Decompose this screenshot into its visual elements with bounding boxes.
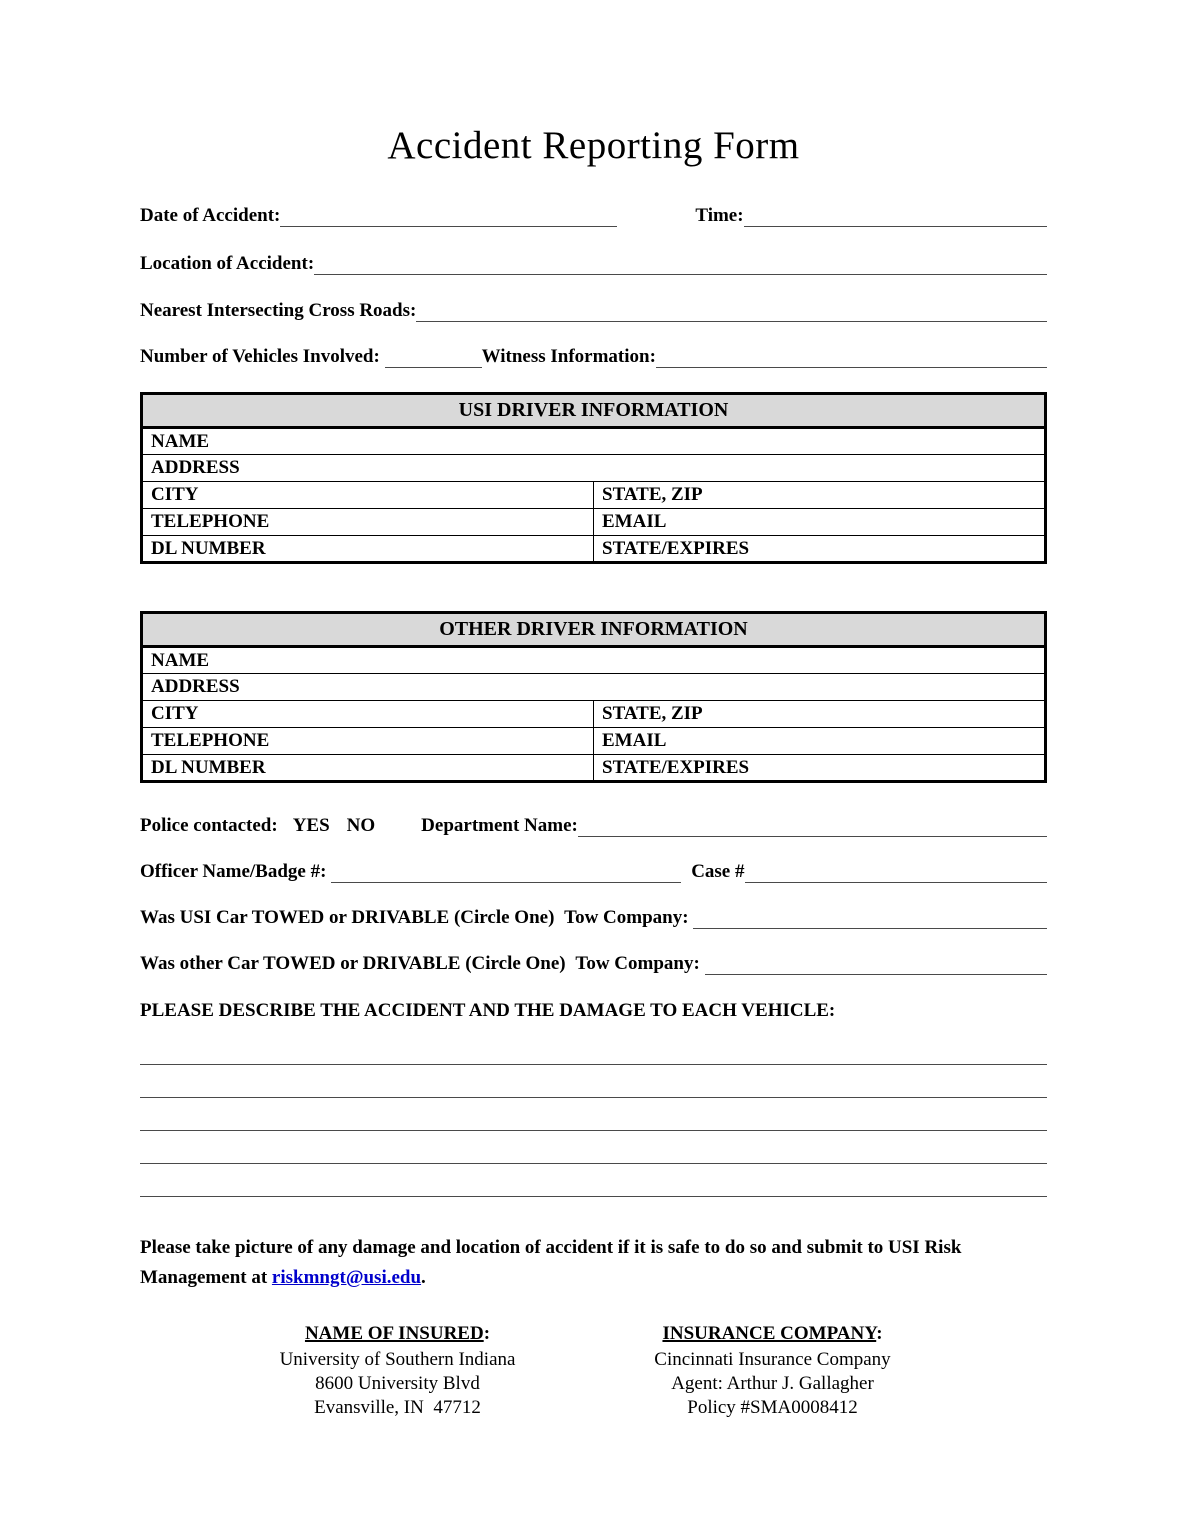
date-of-accident-label: Date of Accident: — [140, 205, 281, 226]
page-title: Accident Reporting Form — [387, 124, 800, 167]
usi-tow-sentence — [140, 907, 693, 929]
insurance-company-heading-colon: : — [876, 1323, 883, 1344]
usi-name-cell[interactable]: NAME — [142, 428, 1046, 455]
insured-insurance-columns — [270, 1323, 1047, 1420]
usi-tow-company-field-line[interactable] — [693, 928, 1047, 929]
insurance-line-1: Cincinnati Insurance Company — [654, 1349, 891, 1370]
usi-email-cell[interactable]: EMAIL — [594, 509, 1046, 536]
police-no-option[interactable]: NO — [346, 815, 376, 836]
table-row — [142, 647, 1046, 674]
table-row — [142, 755, 1046, 782]
other-dl-number-cell[interactable]: DL NUMBER — [142, 755, 594, 782]
insured-line-1: University of Southern Indiana — [279, 1349, 516, 1370]
cross-roads-label: Nearest Intersecting Cross Roads: — [140, 300, 417, 321]
police-yes-option[interactable]: YES — [292, 815, 330, 836]
description-line-2[interactable] — [140, 1065, 1047, 1098]
date-time-row — [140, 205, 1047, 227]
name-of-insured-heading-text: NAME OF INSURED — [304, 1323, 484, 1344]
table-row — [142, 455, 1046, 482]
officer-name-badge-field-line[interactable] — [331, 882, 681, 883]
usi-tow-company-label: Tow Company: — [564, 907, 694, 928]
cross-roads-row — [140, 300, 1047, 322]
witness-information-field-line[interactable] — [656, 367, 1047, 368]
table-row — [142, 509, 1046, 536]
usi-state-zip-cell[interactable]: STATE, ZIP — [594, 482, 1046, 509]
name-of-insured-column — [270, 1323, 525, 1420]
other-tow-row — [140, 953, 1047, 975]
location-field-line[interactable] — [314, 274, 1047, 275]
table-row — [142, 428, 1046, 455]
insurance-company-heading — [645, 1323, 900, 1345]
officer-case-row — [140, 861, 1047, 883]
note-text-before-link: Please take picture of any damage and location of accident if it is safe to do so and submit to USI Risk Management at — [140, 1237, 962, 1288]
table-row — [142, 482, 1046, 509]
usi-tow-row — [140, 907, 1047, 929]
table-row — [142, 728, 1046, 755]
police-contacted-sentence — [140, 815, 578, 837]
officer-name-badge-label: Officer Name/Badge #: — [140, 861, 332, 882]
location-row — [140, 253, 1047, 275]
other-state-zip-cell[interactable]: STATE, ZIP — [594, 701, 1046, 728]
other-driver-table-header: OTHER DRIVER INFORMATION — [142, 613, 1046, 647]
table-row — [142, 701, 1046, 728]
other-state-expires-cell[interactable]: STATE/EXPIRES — [594, 755, 1046, 782]
usi-state-expires-cell[interactable]: STATE/EXPIRES — [594, 536, 1046, 563]
vehicles-involved-label: Number of Vehicles Involved: — [140, 346, 385, 367]
other-name-cell[interactable]: NAME — [142, 647, 1046, 674]
time-field-line[interactable] — [744, 226, 1047, 227]
usi-city-cell[interactable]: CITY — [142, 482, 594, 509]
other-tow-prefix: Was other Car — [140, 953, 259, 974]
case-number-field-line[interactable] — [745, 882, 1048, 883]
other-telephone-cell[interactable]: TELEPHONE — [142, 728, 594, 755]
other-towed-option[interactable]: TOWED — [263, 953, 336, 974]
police-contacted-label: Police contacted: — [140, 815, 278, 836]
table-row — [142, 674, 1046, 701]
usi-or-word: or — [329, 907, 347, 928]
department-name-field-line[interactable] — [578, 836, 1047, 837]
usi-tow-prefix: Was USI Car — [140, 907, 248, 928]
other-tow-company-label: Tow Company: — [575, 953, 705, 974]
usi-circle-one-note: (Circle One) — [453, 907, 555, 928]
vehicles-involved-field-line[interactable] — [385, 367, 482, 368]
witness-information-label: Witness Information: — [481, 346, 656, 367]
vehicles-witness-row — [140, 346, 1047, 368]
time-label: Time: — [695, 205, 744, 226]
description-line-3[interactable] — [140, 1098, 1047, 1131]
other-tow-sentence — [140, 953, 705, 975]
describe-accident-heading: PLEASE DESCRIBE THE ACCIDENT AND THE DAMAGE TO EACH VEHICLE: — [140, 1000, 836, 1021]
other-drivable-option[interactable]: DRIVABLE — [362, 953, 461, 974]
insurance-line-2: Agent: Arthur J. Gallagher — [671, 1373, 874, 1394]
description-line-4[interactable] — [140, 1131, 1047, 1164]
location-of-accident-label: Location of Accident: — [140, 253, 315, 274]
insured-line-2: 8600 University Blvd — [315, 1373, 480, 1394]
table-row — [142, 536, 1046, 563]
insured-line-3: Evansville, IN 47712 — [314, 1397, 481, 1418]
case-number-label: Case # — [691, 861, 745, 882]
usi-telephone-cell[interactable]: TELEPHONE — [142, 509, 594, 536]
insurance-line-3: Policy #SMA0008412 — [687, 1397, 858, 1418]
name-of-insured-heading-colon: : — [483, 1323, 491, 1344]
insurance-company-heading-text: INSURANCE COMPANY — [662, 1323, 877, 1344]
description-lines — [140, 1032, 1047, 1197]
other-address-cell[interactable]: ADDRESS — [142, 674, 1046, 701]
name-of-insured-heading — [270, 1323, 525, 1345]
police-contacted-row — [140, 815, 1047, 837]
other-driver-information-table — [140, 611, 1047, 783]
usi-towed-option[interactable]: TOWED — [251, 907, 325, 928]
usi-address-cell[interactable]: ADDRESS — [142, 455, 1046, 482]
department-name-label: Department Name: — [421, 815, 578, 836]
usi-drivable-option[interactable]: DRIVABLE — [351, 907, 450, 928]
usi-dl-number-cell[interactable]: DL NUMBER — [142, 536, 594, 563]
insurance-company-column — [645, 1323, 900, 1420]
note-text-after-link: . — [421, 1267, 426, 1288]
other-city-cell[interactable]: CITY — [142, 701, 594, 728]
other-tow-company-field-line[interactable] — [705, 974, 1047, 975]
other-circle-one-note: (Circle One) — [465, 953, 566, 974]
description-line-5[interactable] — [140, 1164, 1047, 1197]
risk-management-email-link[interactable]: riskmngt@usi.edu — [271, 1267, 422, 1288]
cross-roads-field-line[interactable] — [416, 321, 1047, 322]
date-of-accident-field-line[interactable] — [280, 226, 617, 227]
table-header-row — [142, 394, 1046, 428]
other-email-cell[interactable]: EMAIL — [594, 728, 1046, 755]
table-header-row — [142, 613, 1046, 647]
other-or-word: or — [340, 953, 358, 974]
description-line-1[interactable] — [140, 1032, 1047, 1065]
usi-driver-information-table — [140, 392, 1047, 564]
picture-submission-note — [140, 1233, 1047, 1293]
usi-driver-table-header: USI DRIVER INFORMATION — [142, 394, 1046, 428]
